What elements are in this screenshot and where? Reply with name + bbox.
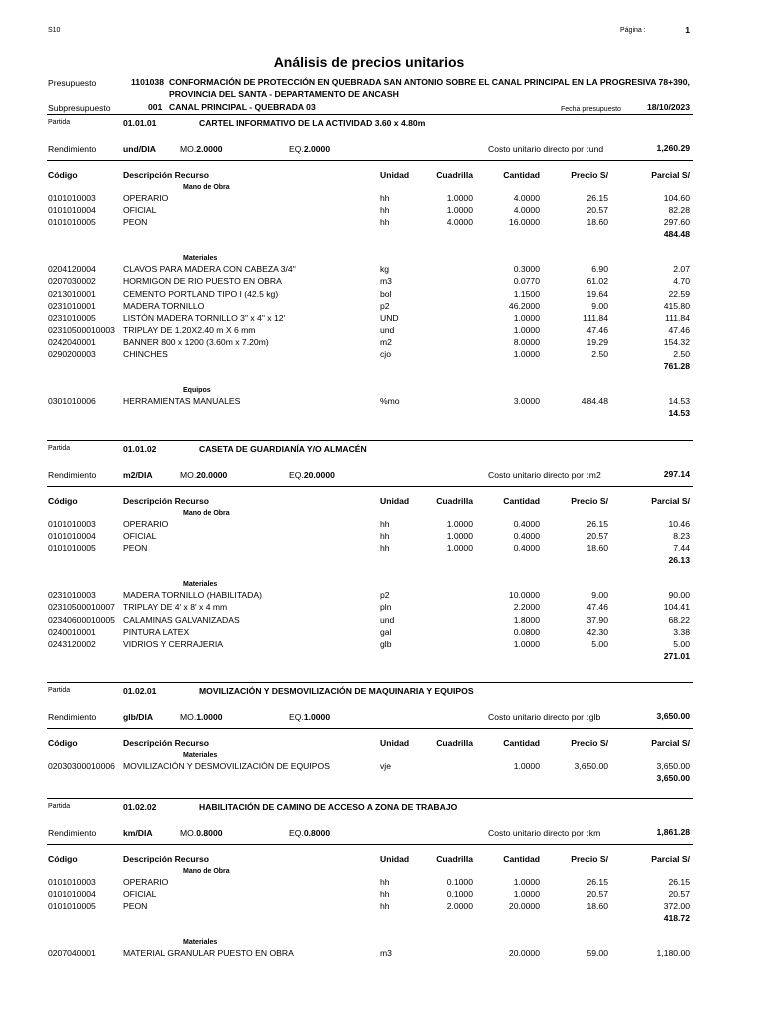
row-descripcion: OFICIAL [123,205,157,216]
row-parcial: 104.41 [663,602,690,613]
row-cuadrilla: 1.0000 [446,205,473,216]
row-descripcion: OPERARIO [123,193,169,203]
group-title: Materiales [183,752,218,759]
presupuesto-label: Presupuesto [48,78,97,88]
costo-unitario [488,144,603,155]
row-cantidad: 0.4000 [513,519,540,529]
col-cuadrilla: Cuadrilla [436,854,473,864]
row-descripcion: MADERA TORNILLO [123,300,205,311]
col-precio: Precio S/ [571,738,608,748]
row-precio: 5.00 [591,638,608,649]
mo-value [180,712,223,723]
partida-name: CASETA DE GUARDIANÍA Y/O ALMACÉN [199,444,367,454]
fecha-value: 18/10/2023 [646,102,690,112]
row-precio: 9.00 [591,300,608,311]
col-parcial: Parcial S/ [651,738,690,748]
rendimiento-unit: glb/DIA [123,712,154,722]
partida-cost: 1,260.29 [656,143,690,153]
row-cantidad: 1.0000 [513,761,540,771]
separator-line [47,160,693,161]
row-codigo: 02310500010007 [48,602,115,613]
row-cantidad: 0.0770 [513,276,540,287]
col-unidad: Unidad [380,170,410,180]
row-unidad: hh [380,519,390,529]
mo-value-label: MO. [180,828,197,838]
row-codigo: 0290200003 [48,349,96,359]
row-parcial: 2.07 [673,264,690,275]
row-unidad: hh [380,217,390,228]
row-precio: 42.30 [586,626,608,637]
row-unidad: bol [380,288,392,299]
row-codigo: 0243120002 [48,638,96,649]
col-cuadrilla: Cuadrilla [436,170,473,180]
row-unidad: kg [380,264,390,275]
row-precio: 19.64 [586,288,608,299]
row-codigo: 0213010001 [48,288,96,299]
row-unidad: und [380,324,395,335]
row-descripcion: HORMIGON DE RIO PUESTO EN OBRA [123,276,282,287]
row-cuadrilla: 1.0000 [446,531,473,542]
col-unidad: Unidad [380,738,410,748]
row-descripcion: OFICIAL [123,889,157,900]
row-codigo: 0101010003 [48,519,96,529]
presupuesto-name-line1: CONFORMACIÓN DE PROTECCIÓN EN QUEBRADA SAN ANTONIO SOBRE EL CANAL PRINCIPAL EN LA PROGRESIVA 78+390, [169,77,690,87]
row-descripcion: OPERARIO [123,877,169,887]
eq-value-value: 1.0000 [303,712,331,722]
row-codigo: 0101010005 [48,901,96,912]
costo-unitario-label: Costo unitario directo por : [488,470,589,480]
row-unidad: hh [380,889,390,900]
eq-value [289,828,330,839]
row-precio: 37.90 [586,614,608,625]
row-precio: 18.60 [586,217,608,228]
partida-name: MOVILIZACIÓN Y DESMOVILIZACIÓN DE MAQUINARIA Y EQUIPOS [199,686,474,696]
row-unidad: und [380,614,395,625]
subpresupuesto-code: 001 [148,102,163,112]
col-descripcion: Descripción Recurso [123,854,209,864]
row-descripcion: PEON [123,217,148,228]
row-cantidad: 20.0000 [508,948,540,959]
rendimiento-label: Rendimiento [48,144,97,154]
row-parcial: 20.57 [668,889,690,900]
row-parcial: 5.00 [673,638,690,649]
col-parcial: Parcial S/ [651,496,690,506]
row-precio: 484.48 [581,396,608,407]
row-descripcion: OPERARIO [123,519,169,529]
row-precio: 19.29 [586,336,608,347]
group-title: Equipos [183,387,211,395]
group-title: Materiales [183,255,218,263]
col-cuadrilla: Cuadrilla [436,738,473,748]
row-descripcion: PINTURA LATEX [123,626,190,637]
row-precio: 47.46 [586,602,608,613]
row-cantidad: 0.3000 [513,264,540,275]
separator-line [47,728,693,729]
row-descripcion: CALAMINAS GALVANIZADAS [123,614,240,625]
costo-unitario [488,470,601,481]
mo-value [180,828,223,839]
col-cantidad: Cantidad [503,496,540,506]
costo-unitario [488,712,600,723]
row-descripcion: TRIPLAY DE 1.20X2.40 m X 6 mm [123,324,256,335]
row-precio: 20.57 [586,205,608,216]
rendimiento-unit: m2/DIA [123,470,153,480]
col-precio: Precio S/ [571,170,608,180]
group-total: 14.53 [668,408,690,419]
row-unidad: m2 [380,336,392,347]
row-parcial: 415.80 [663,300,690,311]
row-descripcion: MOVILIZACIÓN Y DESMOVILIZACIÓN DE EQUIPOS [123,761,330,771]
row-unidad: p2 [380,590,390,601]
col-unidad: Unidad [380,854,410,864]
group-total: 418.72 [663,913,690,924]
col-codigo: Código [48,170,78,180]
partida-code: 01.02.02 [123,802,157,812]
row-unidad: hh [380,531,390,542]
row-cantidad: 4.0000 [513,193,540,203]
row-codigo: 0207030002 [48,276,96,287]
row-cuadrilla: 0.1000 [446,877,473,887]
row-codigo: 0231010003 [48,590,96,601]
row-codigo: 0101010003 [48,193,96,203]
row-precio: 26.15 [586,193,608,203]
row-codigo: 0240010001 [48,626,96,637]
eq-value-value: 20.0000 [303,470,335,480]
partida-label: Partida [48,687,71,694]
col-descripcion: Descripción Recurso [123,738,209,748]
row-unidad: %mo [380,396,400,407]
col-codigo: Código [48,496,78,506]
subpresupuesto-label: Subpresupuesto [48,103,111,113]
row-precio: 20.57 [586,889,608,900]
mo-value-label: MO. [180,144,197,154]
row-codigo: 0231010005 [48,312,96,323]
row-cantidad: 20.0000 [508,901,540,912]
row-precio: 26.15 [586,877,608,887]
row-codigo: 0101010005 [48,217,96,228]
group-title: Mano de Obra [183,184,230,191]
row-parcial: 104.60 [663,193,690,203]
row-precio: 18.60 [586,901,608,912]
col-precio: Precio S/ [571,854,608,864]
col-cantidad: Cantidad [503,854,540,864]
costo-unitario [488,828,600,839]
row-descripcion: CLAVOS PARA MADERA CON CABEZA 3/4" [123,264,296,275]
separator-line [47,114,693,115]
row-cantidad: 1.0000 [513,638,540,649]
row-parcial: 111.84 [664,312,690,323]
mo-value [180,470,227,481]
row-cuadrilla: 1.0000 [446,519,473,529]
row-descripcion: MADERA TORNILLO (HABILITADA) [123,590,262,601]
row-descripcion: TRIPLAY DE 4' x 8' x 4 mm [123,602,228,613]
separator-line [47,486,693,487]
group-title: Materiales [183,939,218,947]
col-cuadrilla: Cuadrilla [436,496,473,506]
row-codigo: 0101010003 [48,877,96,887]
row-descripcion: PEON [123,543,148,554]
row-parcial: 68.22 [668,614,690,625]
row-parcial: 26.15 [668,877,690,887]
group-title: Mano de Obra [183,510,230,517]
row-descripcion: OFICIAL [123,531,157,542]
row-cantidad: 2.2000 [513,602,540,613]
partida-cost: 1,861.28 [656,827,690,837]
row-codigo: 0101010004 [48,205,96,216]
row-cantidad: 3.0000 [513,396,540,407]
row-parcial: 3.38 [673,626,690,637]
fecha-label: Fecha presupuesto [561,106,621,113]
col-precio: Precio S/ [571,496,608,506]
row-unidad: hh [380,193,390,203]
partida-cost: 3,650.00 [656,711,690,721]
costo-unitario-label: Costo unitario directo por : [488,828,589,838]
partida-label: Partida [48,119,71,126]
costo-unitario-label: Costo unitario directo por : [488,712,589,722]
col-codigo: Código [48,854,78,864]
row-unidad: m3 [380,276,392,287]
row-cantidad: 1.0000 [513,312,540,323]
group-total: 3,650.00 [656,773,690,784]
row-parcial: 154.32 [663,336,690,347]
row-cantidad: 1.0000 [513,349,540,359]
row-cantidad: 1.1500 [513,288,540,299]
partida-code: 01.02.01 [123,686,157,696]
row-descripcion: CEMENTO PORTLAND TIPO I (42.5 kg) [123,288,279,299]
eq-value-value: 0.8000 [303,828,331,838]
row-cantidad: 8.0000 [513,336,540,347]
row-descripcion: BANNER 800 x 1200 (3.60m x 7.20m) [123,336,269,347]
row-cuadrilla: 0.1000 [446,889,473,900]
row-precio: 2.50 [591,349,608,359]
row-precio: 26.15 [586,519,608,529]
row-cantidad: 1.0000 [513,324,540,335]
presupuesto-name-line2: PROVINCIA DEL SANTA - DEPARTAMENTO DE ANCASH [169,89,399,99]
row-cantidad: 0.4000 [513,543,540,554]
group-total: 271.01 [663,650,690,661]
row-parcial: 3,650.00 [656,761,690,771]
row-cuadrilla: 4.0000 [446,217,473,228]
col-cantidad: Cantidad [503,738,540,748]
partida-code: 01.01.01 [123,118,157,128]
costo-unitario-value: glb [588,712,601,722]
eq-value [289,144,330,155]
eq-value-label: EQ. [289,144,304,154]
costo-unitario-value: km [588,828,601,838]
eq-value [289,470,335,481]
row-codigo: 0101010005 [48,543,96,554]
page-label: Página : [620,27,646,34]
presupuesto-code: 1101038 [131,77,164,87]
row-codigo: 02030300010006 [48,761,115,771]
rendimiento-label: Rendimiento [48,828,97,838]
mo-value-value: 0.8000 [196,828,223,838]
row-unidad: glb [380,638,392,649]
row-unidad: hh [380,877,390,887]
partida-cost: 297.14 [663,469,690,479]
row-precio: 20.57 [586,531,608,542]
row-parcial: 297.60 [663,217,690,228]
row-unidad: UND [380,312,399,323]
row-parcial: 22.59 [668,288,690,299]
row-codigo: 0301010006 [48,396,96,407]
col-unidad: Unidad [380,496,410,506]
group-total: 761.28 [663,361,690,372]
costo-unitario-label: Costo unitario directo por : [488,144,589,154]
col-cantidad: Cantidad [503,170,540,180]
separator-line [47,844,693,845]
row-descripcion: CHINCHES [123,349,168,359]
row-precio: 9.00 [591,590,608,601]
row-codigo: 0207040001 [48,948,96,959]
row-unidad: hh [380,901,390,912]
subpresupuesto-name: CANAL PRINCIPAL - QUEBRADA 03 [169,102,316,112]
row-codigo: 0242040001 [48,336,96,347]
mo-value [180,144,223,155]
col-codigo: Código [48,738,78,748]
page-number: 1 [685,25,690,35]
report-code: S10 [48,27,61,34]
col-parcial: Parcial S/ [651,170,690,180]
rendimiento-label: Rendimiento [48,470,97,480]
page-title: Análisis de precios unitarios [273,54,465,70]
row-unidad: p2 [380,300,390,311]
row-precio: 18.60 [586,543,608,554]
eq-value-label: EQ. [289,828,304,838]
row-parcial: 14.53 [668,396,690,407]
group-total: 26.13 [668,555,690,566]
row-parcial: 1,180.00 [656,948,690,959]
col-parcial: Parcial S/ [651,854,690,864]
row-parcial: 10.46 [668,519,690,529]
row-parcial: 90.00 [668,590,690,601]
row-precio: 59.00 [586,948,608,959]
row-unidad: hh [380,543,390,554]
eq-value-label: EQ. [289,712,304,722]
col-descripcion: Descripción Recurso [123,170,209,180]
row-cantidad: 0.4000 [513,531,540,542]
rendimiento-label: Rendimiento [48,712,97,722]
costo-unitario-value: und [588,144,604,154]
row-cantidad: 10.0000 [508,590,540,601]
partida-label: Partida [48,803,71,810]
row-cantidad: 4.0000 [513,205,540,216]
partida-name: HABILITACIÓN DE CAMINO DE ACCESO A ZONA DE TRABAJO [199,802,458,812]
eq-value-label: EQ. [289,470,304,480]
row-cantidad: 1.8000 [513,614,540,625]
row-cuadrilla: 1.0000 [446,193,473,203]
row-cantidad: 0.0800 [513,626,540,637]
row-cuadrilla: 1.0000 [446,543,473,554]
mo-value-label: MO. [180,712,197,722]
mo-value-value: 20.0000 [196,470,228,480]
rendimiento-unit: km/DIA [123,828,153,838]
row-unidad: cjo [380,349,391,359]
row-cuadrilla: 2.0000 [446,901,473,912]
row-descripcion: MATERIAL GRANULAR PUESTO EN OBRA [123,948,294,959]
row-parcial: 8.23 [673,531,690,542]
row-cantidad: 46.2000 [508,300,540,311]
row-codigo: 0231010001 [48,300,96,311]
row-codigo: 02310500010003 [48,324,115,335]
partida-code: 01.01.02 [123,444,157,454]
row-parcial: 2.50 [673,349,690,359]
row-parcial: 82.28 [668,205,690,216]
mo-value-value: 2.0000 [196,144,223,154]
group-title: Materiales [183,581,218,589]
row-precio: 3,650.00 [574,761,608,771]
eq-value [289,712,330,723]
separator-line [47,798,693,799]
row-precio: 111.84 [582,312,608,323]
row-unidad: vje [380,761,391,771]
row-parcial: 47.46 [668,324,690,335]
row-descripcion: VIDRIOS Y CERRAJERIA [123,638,223,649]
rendimiento-unit: und/DIA [123,144,156,154]
mo-value-label: MO. [180,470,197,480]
col-descripcion: Descripción Recurso [123,496,209,506]
separator-line [47,682,693,683]
row-parcial: 372.00 [663,901,690,912]
row-parcial: 4.70 [673,276,690,287]
partida-label: Partida [48,445,71,452]
row-unidad: hh [380,205,390,216]
separator-line [47,440,693,441]
row-cantidad: 1.0000 [513,877,540,887]
row-cantidad: 16.0000 [508,217,540,228]
row-unidad: m3 [380,948,392,959]
mo-value-value: 1.0000 [196,712,223,722]
row-codigo: 02340600010005 [48,614,115,625]
row-descripcion: LISTÓN MADERA TORNILLO 3" x 4" x 12' [123,312,286,323]
row-descripcion: HERRAMIENTAS MANUALES [123,396,241,407]
group-title: Mano de Obra [183,868,230,875]
row-codigo: 0101010004 [48,531,96,542]
eq-value-value: 2.0000 [303,144,331,154]
row-precio: 47.46 [586,324,608,335]
row-parcial: 7.44 [673,543,690,554]
row-precio: 61.02 [586,276,608,287]
row-cantidad: 1.0000 [513,889,540,900]
row-unidad: pln [380,602,392,613]
partida-name: CARTEL INFORMATIVO DE LA ACTIVIDAD 3.60 x 4.80m [199,118,426,128]
row-codigo: 0204120004 [48,264,96,275]
costo-unitario-value: m2 [588,470,601,480]
row-precio: 6.90 [591,264,608,275]
row-descripcion: PEON [123,901,148,912]
row-unidad: gal [380,626,392,637]
group-total: 484.48 [663,229,690,240]
row-codigo: 0101010004 [48,889,96,900]
